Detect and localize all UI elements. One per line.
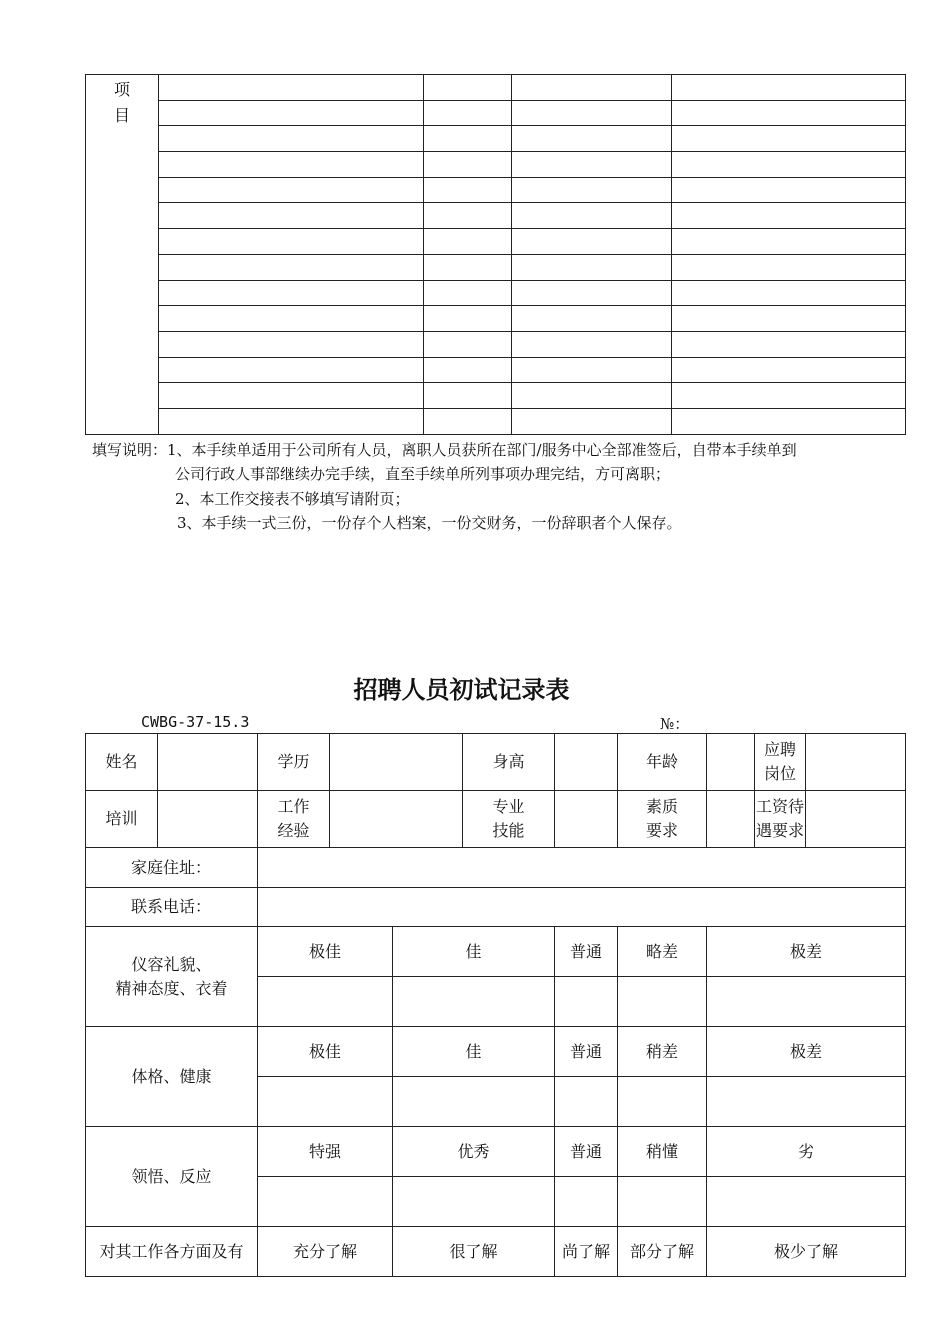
table-cell[interactable] — [512, 306, 672, 332]
table-row — [86, 126, 906, 152]
comprehension-label: 领悟、反应 — [86, 1127, 258, 1227]
form-title: 招聘人员初试记录表 — [353, 676, 570, 704]
table-cell[interactable] — [424, 408, 512, 434]
table-cell[interactable] — [424, 357, 512, 383]
table-cell[interactable] — [512, 75, 672, 101]
rating-option: 稍懂 — [618, 1127, 707, 1177]
table-row — [86, 203, 906, 229]
table-cell[interactable] — [672, 126, 906, 152]
table-cell[interactable] — [159, 126, 424, 152]
rating-option: 稍差 — [618, 1027, 707, 1077]
quality-requirement-field[interactable] — [707, 791, 755, 848]
appearance-label-line-2: 精神态度、衣着 — [115, 978, 228, 998]
table-cell[interactable] — [672, 75, 906, 101]
rating-option: 普通 — [555, 1127, 618, 1177]
rating-option: 充分了解 — [258, 1227, 393, 1277]
table-cell[interactable] — [424, 331, 512, 357]
table-cell[interactable] — [512, 383, 672, 409]
rating-option: 佳 — [393, 1027, 555, 1077]
table-row — [86, 791, 906, 848]
item-label-char-1: 项 — [113, 80, 130, 99]
table-cell[interactable] — [512, 229, 672, 255]
rating-option: 很了解 — [393, 1227, 555, 1277]
table-row — [86, 280, 906, 306]
work-experience-field[interactable] — [330, 791, 463, 848]
work-experience-line-2: 经验 — [277, 821, 310, 840]
phone-field[interactable] — [258, 888, 906, 927]
training-field[interactable] — [158, 791, 258, 848]
table-cell[interactable] — [672, 408, 906, 434]
filling-instructions — [92, 438, 797, 535]
professional-skill-label — [463, 791, 555, 848]
table-cell[interactable] — [424, 383, 512, 409]
address-label: 家庭住址： — [86, 848, 258, 888]
instruction-line-2: 公司行政人事部继续办完手续，直至手续单所列事项办理完结，方可离职； — [175, 465, 671, 484]
salary-requirement-line-1: 工资待 — [756, 797, 805, 816]
table-cell[interactable] — [159, 177, 424, 203]
rating-checkbox[interactable] — [707, 1077, 906, 1127]
quality-requirement-label — [618, 791, 707, 848]
understanding-label: 对其工作各方面及有 — [86, 1227, 258, 1277]
name-label: 姓名 — [86, 734, 158, 791]
interview-record-table — [85, 733, 906, 1277]
rating-option: 普通 — [555, 927, 618, 977]
table-cell[interactable] — [159, 408, 424, 434]
rating-option: 特强 — [258, 1127, 393, 1177]
table-row — [86, 408, 906, 434]
work-experience-label — [258, 791, 330, 848]
table-row — [86, 100, 906, 126]
table-row — [86, 383, 906, 409]
table-cell[interactable] — [424, 75, 512, 101]
rating-option: 极差 — [707, 1027, 906, 1077]
height-field[interactable] — [555, 734, 618, 791]
table-cell[interactable] — [424, 152, 512, 178]
professional-skill-line-2: 技能 — [492, 821, 525, 840]
phone-label: 联系电话： — [86, 888, 258, 927]
table-cell[interactable] — [672, 383, 906, 409]
education-field[interactable] — [330, 734, 463, 791]
education-label: 学历 — [258, 734, 330, 791]
table-cell[interactable] — [159, 75, 424, 101]
rating-checkbox[interactable] — [258, 977, 393, 1027]
position-label-line-1: 应聘 — [764, 740, 797, 759]
table-cell[interactable] — [159, 229, 424, 255]
age-field[interactable] — [707, 734, 755, 791]
rating-checkbox[interactable] — [555, 977, 618, 1027]
table-cell[interactable] — [159, 357, 424, 383]
rating-checkbox[interactable] — [707, 977, 906, 1027]
rating-option: 极佳 — [258, 1027, 393, 1077]
training-label: 培训 — [86, 791, 158, 848]
table-cell[interactable] — [672, 280, 906, 306]
table-cell[interactable] — [159, 100, 424, 126]
salary-requirement-label — [755, 791, 806, 848]
table-cell[interactable] — [159, 203, 424, 229]
table-cell[interactable] — [159, 152, 424, 178]
table-cell[interactable] — [672, 229, 906, 255]
table-cell[interactable] — [672, 203, 906, 229]
rating-checkbox[interactable] — [393, 1077, 555, 1127]
instruction-line-3: 2、本工作交接表不够填写请附页； — [175, 489, 410, 508]
work-experience-line-1: 工作 — [277, 797, 310, 816]
rating-checkbox[interactable] — [618, 1077, 707, 1127]
handover-table — [85, 74, 906, 435]
table-cell[interactable] — [159, 254, 424, 280]
table-cell[interactable] — [512, 280, 672, 306]
professional-skill-line-1: 专业 — [492, 797, 525, 816]
rating-checkbox[interactable] — [258, 1177, 393, 1227]
rating-option: 佳 — [393, 927, 555, 977]
table-row — [86, 254, 906, 280]
rating-option: 略差 — [618, 927, 707, 977]
appearance-label — [86, 927, 258, 1027]
table-cell[interactable] — [159, 331, 424, 357]
table-cell[interactable] — [512, 203, 672, 229]
table-cell[interactable] — [424, 177, 512, 203]
rating-checkbox[interactable] — [618, 977, 707, 1027]
table-cell[interactable] — [512, 100, 672, 126]
table-row — [86, 331, 906, 357]
professional-skill-field[interactable] — [555, 791, 618, 848]
table-cell[interactable] — [424, 203, 512, 229]
form-code: CWBG-37-15.3 — [141, 713, 250, 731]
quality-requirement-line-2: 要求 — [646, 821, 679, 840]
rating-option: 普通 — [555, 1027, 618, 1077]
table-cell[interactable] — [424, 306, 512, 332]
item-label-char-2: 目 — [113, 106, 130, 125]
rating-option: 极差 — [707, 927, 906, 977]
rating-checkbox[interactable] — [707, 1177, 906, 1227]
table-row — [86, 306, 906, 332]
table-row — [86, 848, 906, 888]
table-row — [86, 734, 906, 791]
table-cell[interactable] — [159, 383, 424, 409]
table-row — [86, 888, 906, 927]
table-row — [86, 152, 906, 178]
rating-option: 尚了解 — [555, 1227, 618, 1277]
table-cell[interactable] — [672, 177, 906, 203]
table-row — [86, 75, 906, 101]
position-label-line-2: 岗位 — [764, 764, 797, 783]
table-row — [86, 177, 906, 203]
rating-option: 劣 — [707, 1127, 906, 1177]
table-row — [86, 357, 906, 383]
rating-checkbox[interactable] — [393, 1177, 555, 1227]
table-cell[interactable] — [424, 100, 512, 126]
table-cell[interactable] — [424, 254, 512, 280]
table-cell[interactable] — [512, 152, 672, 178]
form-number-label: №： — [660, 715, 690, 733]
rating-checkbox[interactable] — [555, 1077, 618, 1127]
rating-checkbox[interactable] — [258, 1077, 393, 1127]
rating-checkbox[interactable] — [555, 1177, 618, 1227]
table-row — [86, 1227, 906, 1277]
quality-requirement-line-1: 素质 — [646, 797, 679, 816]
table-cell[interactable] — [512, 357, 672, 383]
health-label: 体格、健康 — [86, 1027, 258, 1127]
position-field[interactable] — [806, 734, 906, 791]
table-cell[interactable] — [424, 229, 512, 255]
table-row — [86, 229, 906, 255]
table-cell[interactable] — [512, 254, 672, 280]
appearance-label-line-1: 仪容礼貌、 — [131, 954, 212, 974]
salary-requirement-line-2: 遇要求 — [756, 821, 805, 840]
instruction-line-4: 3、本手续一式三份，一份存个人档案，一份交财务，一份辞职者个人保存。 — [177, 513, 682, 532]
rating-option: 极佳 — [258, 927, 393, 977]
table-cell[interactable] — [512, 177, 672, 203]
rating-checkbox[interactable] — [618, 1177, 707, 1227]
age-label: 年龄 — [618, 734, 707, 791]
handover-table-body — [86, 75, 906, 435]
table-cell[interactable] — [672, 152, 906, 178]
height-label: 身高 — [463, 734, 555, 791]
rating-option: 极少了解 — [707, 1227, 906, 1277]
table-cell[interactable] — [512, 408, 672, 434]
table-row — [86, 927, 906, 977]
table-cell[interactable] — [159, 306, 424, 332]
rating-option: 部分了解 — [618, 1227, 707, 1277]
name-field[interactable] — [158, 734, 258, 791]
table-cell[interactable] — [672, 331, 906, 357]
table-cell[interactable] — [424, 280, 512, 306]
table-cell[interactable] — [512, 331, 672, 357]
table-row — [86, 1127, 906, 1177]
table-row — [86, 1027, 906, 1077]
table-cell[interactable] — [672, 306, 906, 332]
item-side-label — [86, 75, 159, 435]
table-cell[interactable] — [512, 126, 672, 152]
position-label — [755, 734, 806, 791]
instruction-line-1: 填写说明：1、本手续单适用于公司所有人员，离职人员获所在部门/服务中心全部准签后，自带本手续单到 — [92, 441, 797, 459]
table-cell[interactable] — [672, 254, 906, 280]
table-cell[interactable] — [159, 280, 424, 306]
rating-checkbox[interactable] — [393, 977, 555, 1027]
rating-option: 优秀 — [393, 1127, 555, 1177]
table-cell[interactable] — [672, 357, 906, 383]
address-field[interactable] — [258, 848, 906, 888]
table-cell[interactable] — [672, 100, 906, 126]
table-cell[interactable] — [424, 126, 512, 152]
salary-requirement-field[interactable] — [806, 791, 906, 848]
